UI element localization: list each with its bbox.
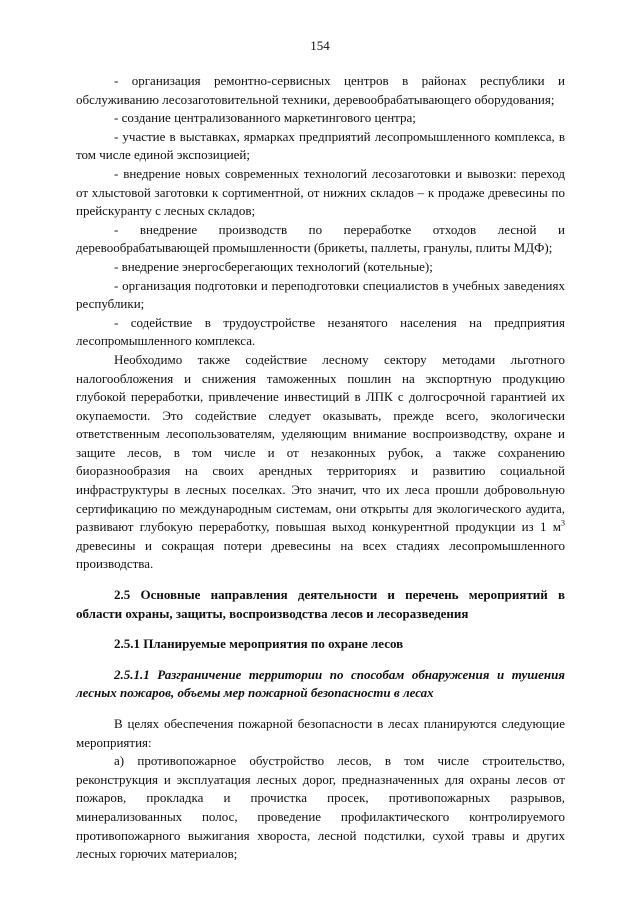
list-item: - внедрение энергосберегающих технологий (котельные); xyxy=(114,258,433,274)
page-number: 154 xyxy=(310,38,330,53)
list-item: - создание централизованного маркетингового центра; xyxy=(114,110,416,126)
list-item: - содействие в трудоустройстве незанятого населения на предприятия лесопромышленного комплекса. xyxy=(76,314,565,349)
section-heading-2-5-1: 2.5.1 Планируемые мероприятия по охране лесов xyxy=(114,636,404,652)
list-item: - участие в выставках, ярмарках предприятий лесопромышленного комплекса, в том числе единой экспозицией; xyxy=(76,128,565,163)
document-body xyxy=(76,72,565,864)
section-heading-2-5: 2.5 Основные направления деятельности и перечень мероприятий в области охраны, защиты, воспроизводства лесов и лесоразведения xyxy=(76,587,565,621)
list-item: - организация подготовки и переподготовки специалистов в учебных заведениях республики; xyxy=(76,277,565,312)
paragraph-text: Необходимо также содействие лесному сектору методами льготного налогообложения и снижения таможенных пошлин на экспортную продукцию глубокой переработки, привлечение инвестиций в ЛПК с долгосрочной гарантией их окупаемости. Это содействие следует оказывать, прежде всего, экологически ответственным лесопользователям, уделяющим внимание воспроизводству, охране и защите лесов, в том числе и от незаконных рубок, а также сохранению биоразнообразия на своих арендных территориях и развитию социальной инфраструктуры в лесных поселках. Это значит, что их леса прошли добровольную сертификацию по международным системам, они открыты для экологического аудита, развивают глубокую переработку, повышая выход конкурентной продукции из 1 м xyxy=(76,351,565,535)
paragraph-fire-safety-intro: В целях обеспечения пожарной безопасности в лесах планируются следующие мероприятия: xyxy=(76,716,565,750)
superscript-3: 3 xyxy=(561,518,565,528)
list-item: а) противопожарное обустройство лесов, в том числе строительство, реконструкция и эксплуатация лесных дорог, предназначенных для охраны лесов от пожаров, прокладка и прочистка просек, противопожарных разрывов, минерализованных полос, проведение профилактического контролируемого противопожарного выжигания хвороста, лесной подстилки, сухой травы и других лесных горючих материалов; xyxy=(76,753,565,862)
paragraph-text-end: древесины и сокращая потери древесины на всех стадиях лесопромышленного производства. xyxy=(76,537,565,572)
list-item: - организация ремонтно-сервисных центров в районах республики и обслуживанию лесозаготовительной техники, деревообрабатывающего оборудования; xyxy=(76,73,565,107)
list-item: - внедрение новых современных технологий лесозаготовки и вывозки: переход от хлыстовой заготовки к сортиментной, от нижних складов – к продаже древесины по прейскуранту с лесных складов; xyxy=(76,165,565,219)
section-heading-2-5-1-1: 2.5.1.1 Разграничение территории по способам обнаружения и тушения лесных пожаров, объемы мер пожарной безопасности в лесах xyxy=(76,666,565,701)
paragraph-support-measures xyxy=(76,351,565,574)
list-item: - внедрение производств по переработке отходов лесной и деревообрабатывающей промышленности (брикеты, паллеты, гранулы, плиты МДФ); xyxy=(76,221,565,256)
